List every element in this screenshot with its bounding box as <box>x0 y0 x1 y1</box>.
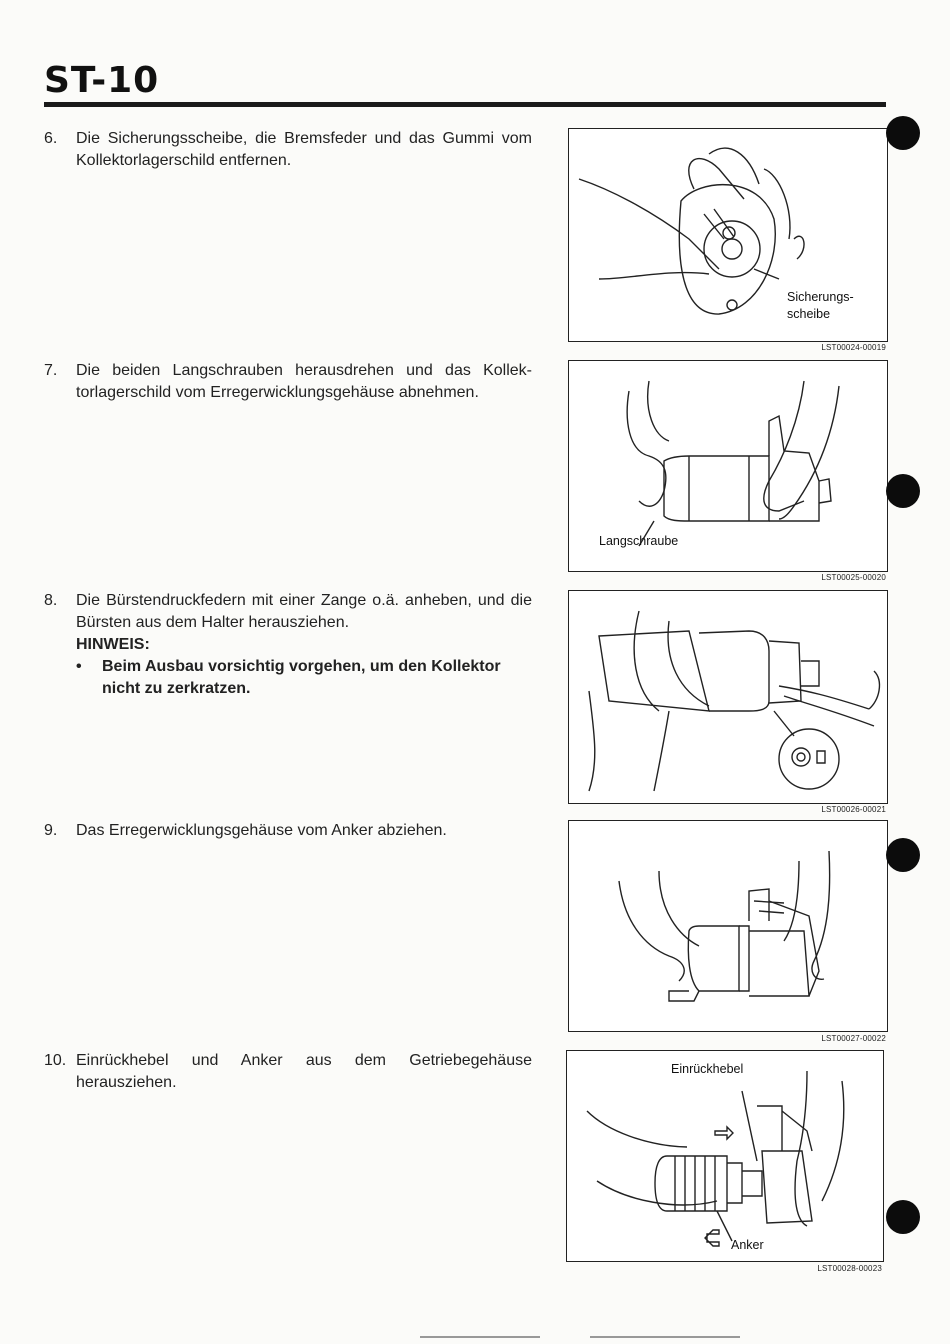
figure-3-illustration <box>568 590 888 804</box>
step-10 <box>44 1050 532 1094</box>
figure-2-illustration <box>568 360 888 572</box>
figure-code: LST00026-00021 <box>821 805 886 814</box>
figure-code: LST00025-00020 <box>821 573 886 582</box>
page-title: ST-10 <box>44 60 160 101</box>
callout-anker: Anker <box>731 1238 764 1252</box>
margin-punch-mark <box>886 838 920 872</box>
callout-langschraube: Langschraube <box>599 534 679 548</box>
figure-4-illustration <box>568 820 888 1032</box>
step-number: 10. <box>44 1052 67 1069</box>
step-8 <box>44 590 532 700</box>
step-number: 6. <box>44 130 58 147</box>
margin-punch-mark <box>886 474 920 508</box>
figure-code: LST00028-00023 <box>817 1264 882 1273</box>
step-text: Das Erregerwicklungsgehäuse vom Anker abziehen. <box>76 822 447 839</box>
margin-punch-mark <box>886 116 920 150</box>
callout-sicherungsscheibe: Sicherungs- scheibe <box>787 290 854 321</box>
step-7 <box>44 360 532 404</box>
figure-code: LST00024-00019 <box>821 343 886 352</box>
note-label: HINWEIS: <box>76 636 150 653</box>
note-text: Beim Ausbau vorsichtig vorgehen, um den Kollektor nicht zu zerkratzen. <box>102 658 501 697</box>
step-6 <box>44 128 532 172</box>
step-text: Die Bürstendruckfedern mit einer Zange o.ä. anheben, und die Bürsten aus dem Halter herausziehen. <box>76 592 532 631</box>
callout-einrueckhebel: Einrückhebel <box>671 1062 744 1076</box>
drive-lever-armature-drawing <box>567 1051 883 1261</box>
step-number: 8. <box>44 592 58 609</box>
step-9 <box>44 820 532 842</box>
figure-code: LST00027-00022 <box>821 1034 886 1043</box>
bullet-mark: • <box>76 658 82 675</box>
step-number: 9. <box>44 822 58 839</box>
scan-rule <box>420 1336 540 1338</box>
title-rule <box>44 102 886 107</box>
scan-rule <box>590 1336 740 1338</box>
step-text: Die beiden Langschrauben herausdrehen und das Kollek-torlagerschild vom Erregerwicklungsgehäuse abnehmen. <box>76 362 532 401</box>
figure-1-illustration <box>568 128 888 342</box>
brush-spring-pliers-drawing <box>569 591 887 803</box>
step-number: 7. <box>44 362 58 379</box>
figure-5-illustration <box>566 1050 884 1262</box>
step-text: Die Sicherungsscheibe, die Bremsfeder und das Gummi vom Kollektorlagerschild entfernen. <box>76 130 532 169</box>
field-frame-removal-drawing <box>569 821 887 1031</box>
margin-punch-mark <box>886 1200 920 1234</box>
note-item <box>76 656 532 700</box>
step-text: Einrückhebel und Anker aus dem Getriebegehäuse herausziehen. <box>76 1052 532 1091</box>
